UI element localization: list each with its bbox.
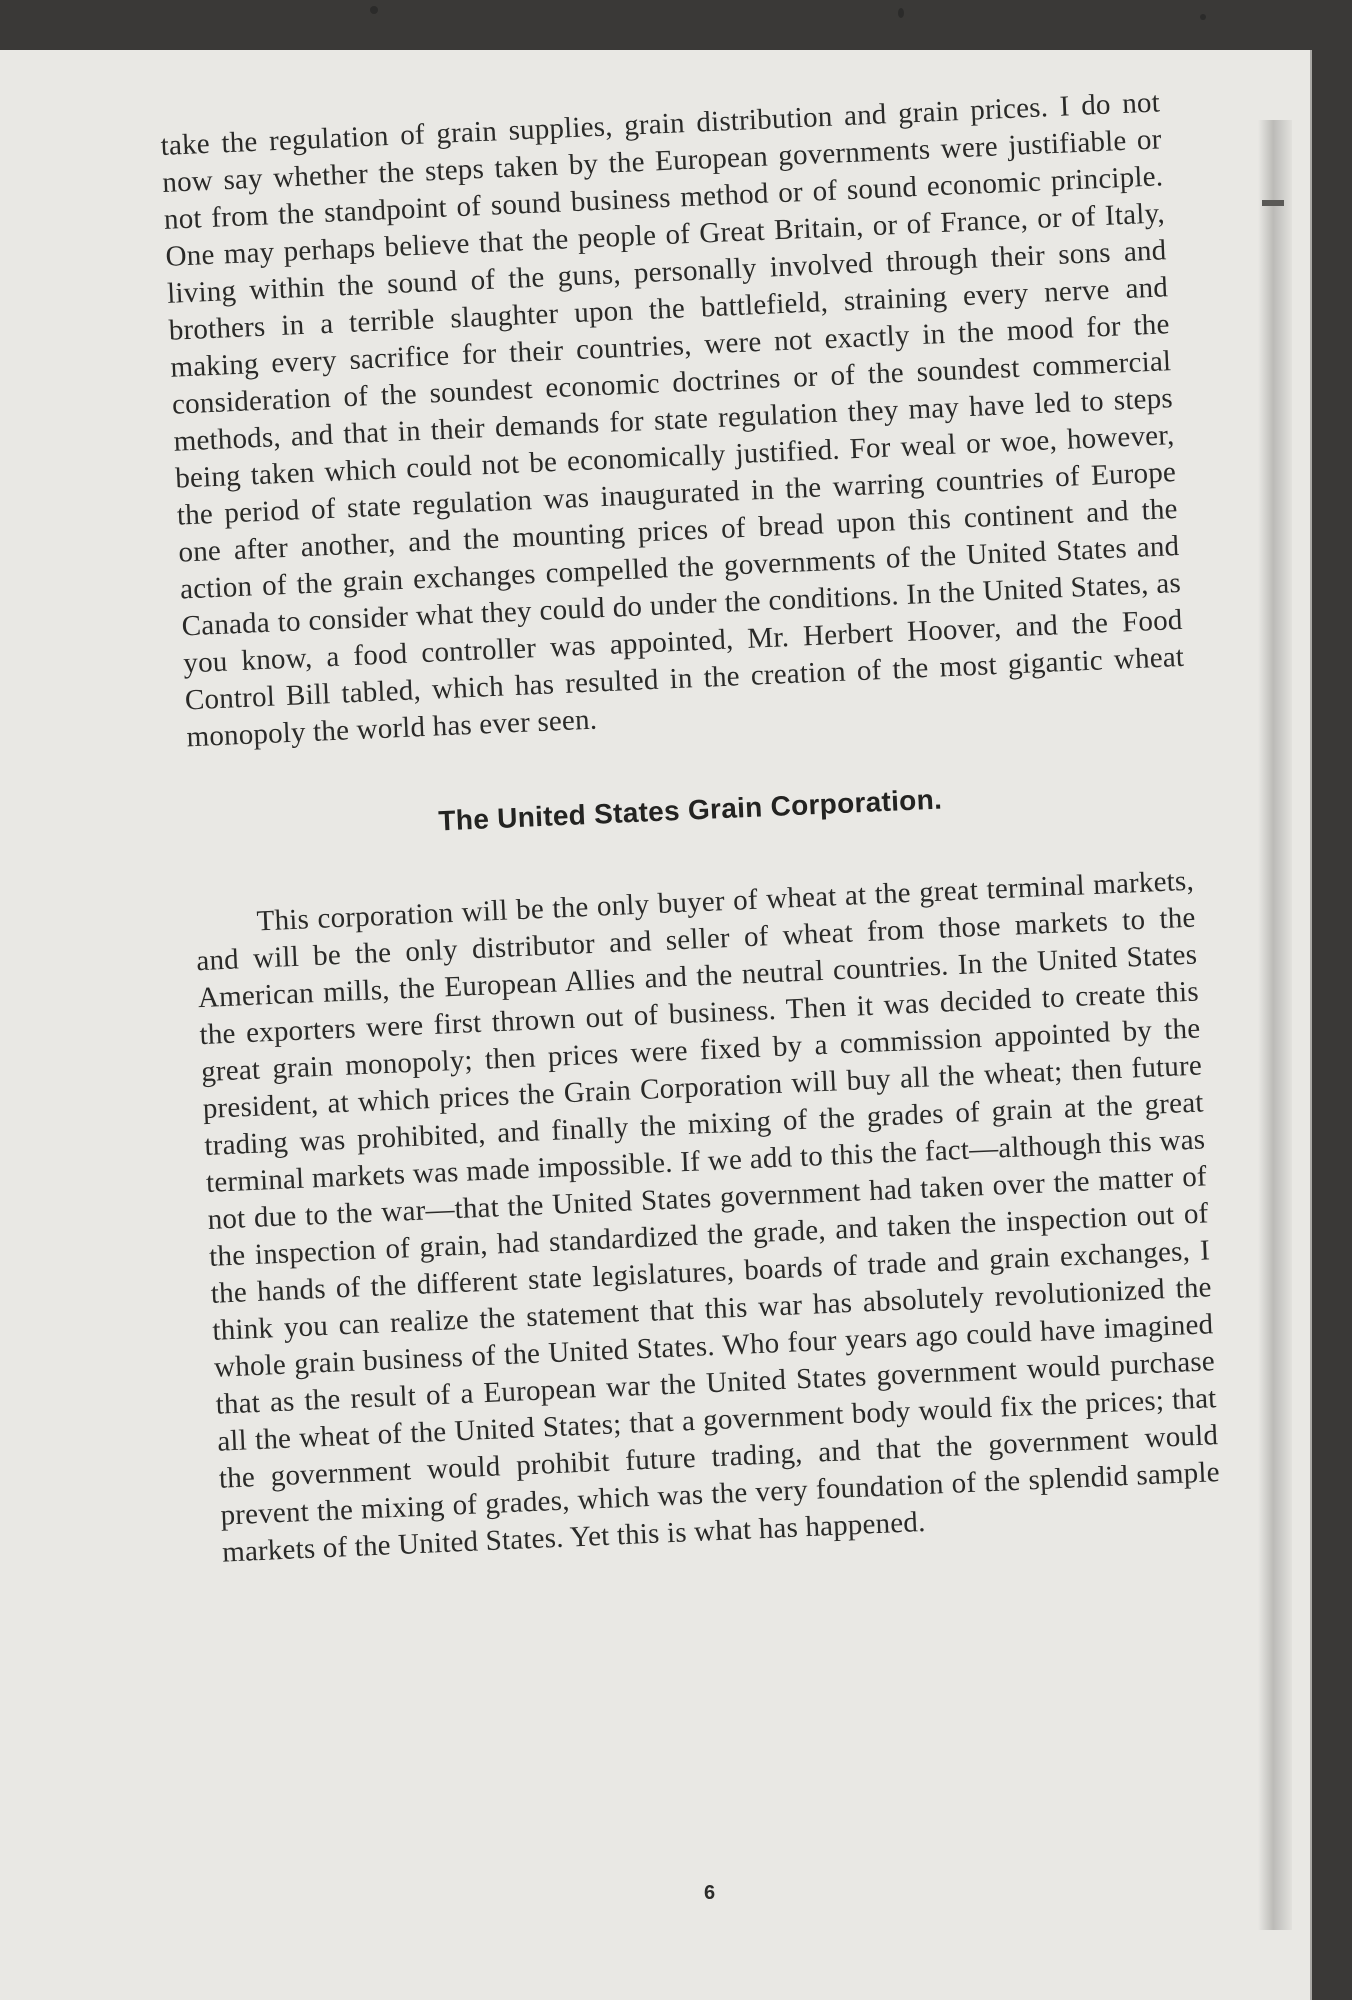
page-number: 6 [704,1882,716,1904]
document-page [0,50,1312,2000]
scan-speck [898,8,904,18]
page-edge-mark [1262,200,1284,206]
scan-speck [1200,14,1206,20]
page-content [160,84,1222,1571]
section-heading: The United States Grain Corporation. [437,783,943,837]
paragraph-state-regulation: take the regulation of grain supplies, grain distribution and grain prices. I do not now say whether the steps taken by the European governments were justifiable or not from the standpoint of sound business method or of sound economic principle. One may perhaps believe that the people of Great Britain, or of France, or of Italy, living within the sound of the guns, personally involved through their sons and brothers in a terrible slaughter upon the battlefield, straining every nerve and making every sacrifice for their countries, were not exactly in the mood for the consideration of the soundest economic doctrines or of the soundest commercial methods, and that in their demands for state regulation they may have led to steps being taken which could not be economically justified. For weal or woe, however, the period of state regulation was inaugurated in the warring countries of Europe one after another, and the mounting prices of bread upon this continent and the action of the grain exchanges compelled the governments of the United States and Canada to consider what they could do under the conditions. In the United States, as you know, a food controller was appointed, Mr. Herbert Hoover, and the Food Control Bill tabled, which has resulted in the creation of the most gigantic wheat monopoly the world has ever seen. [160,86,1185,754]
page-fold-shadow [1258,120,1292,1930]
scan-speck [370,6,378,14]
paragraph-grain-corporation: This corporation will be the only buyer of wheat at the great terminal markets, and will be the only distributor and seller of wheat from those markets to the American mills, the European Allies and the neutral countries. In the United States the exporters were first thrown out of business. Then it was decided to create this great grain monopoly; then prices were fixed by a commission appointed by the president, at which prices the Grain Corporation will buy all the wheat; then future trading was prohibited, and finally the mixing of the grades of grain at the great terminal markets was made impossible. If we add to this the fact—although this was not due to the war—that the United States government had taken over the matter of the inspection of grain, had standardized the grade, and taken the inspection out of the hands of the different state legislatures, boards of trade and grain exchanges, I think you can realize the statement that this war has absolutely revolutionized the whole grain business of the United States. Who four years ago could have imagined that as the result of a European war the United States government would purchase all the wheat of the United States; that a government body would fix the prices; that the government would prohibit future trading, and that the government would prevent the mixing of grades, which was the very foundation of the splendid sample markets of the United States. Yet this is what has happened. [195,864,1221,1569]
